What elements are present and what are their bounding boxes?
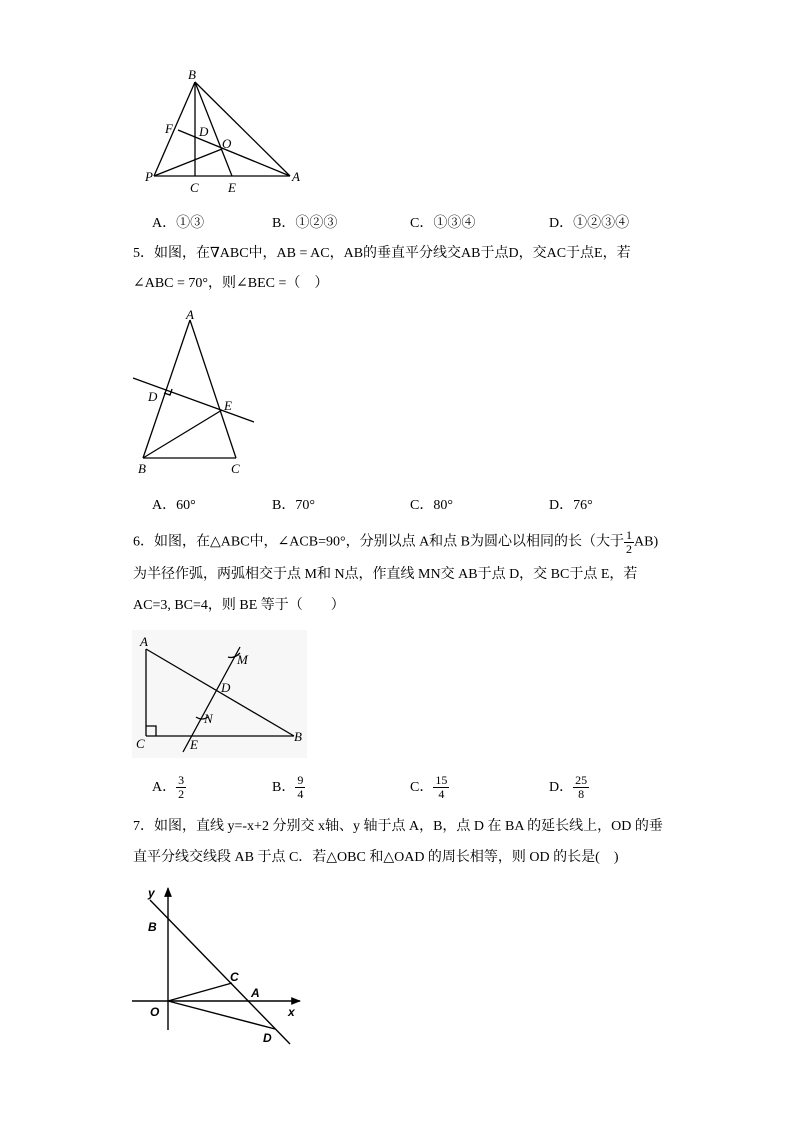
q5-label-D: D [148,389,158,404]
q4-option-a-letter: A． [152,216,177,231]
q7-line-OC [168,983,232,1001]
q6-stem-fraction-den: 2 [626,542,633,556]
q7-label-y: y [148,886,155,900]
q5-label-B: B [138,461,146,476]
q5-line-AC [190,320,236,458]
q4-label-F: F [165,121,173,136]
q7-label-C: C [230,970,239,984]
q4-option-d-text: ①②③④ [573,216,630,231]
q6-label-D: D [221,680,231,695]
q5-figure [128,306,263,478]
q4-option-d[interactable] [549,212,629,232]
q6-option-c-fraction [433,774,449,801]
q5-option-c-text: 80° [433,498,453,513]
q6-option-a-fraction [176,774,186,801]
q6-label-M: M [237,652,248,667]
q5-option-a[interactable] [152,494,196,514]
q7-label-O: O [150,1005,160,1019]
q6-option-c-den: 4 [438,787,445,802]
q5-option-d[interactable] [549,494,593,514]
q6-stem-fraction [624,529,634,556]
q6-option-d-num: 25 [575,773,588,788]
q5-label-A: A [186,307,194,322]
q6-option-a-den: 2 [178,787,185,802]
q6-option-a[interactable] [152,772,186,804]
q6-option-d-letter: D． [549,780,574,795]
q7-line-BD [150,900,290,1044]
q6-stem-line1-post: AB) [634,534,659,550]
q5-option-c-letter: C． [410,498,434,513]
q5-line-BE [143,410,222,458]
q7-stem-line2: 直平分线交线段 AB 于点 C．若△OBC 和△OAD 的周长相等，则 OD 的长是( ) [133,850,619,865]
q5-option-a-letter: A． [152,498,177,513]
q5-option-b[interactable] [272,494,315,514]
q4-option-c[interactable] [410,212,475,232]
q6-stem-line1-pre: 6．如图，在△ABC中，∠ACB=90°，分别以点 A和点 B为圆心以相同的长（大于 [133,534,625,550]
q7-label-A: A [251,986,260,1000]
q4-label-B: B [188,67,196,82]
q6-figure [132,630,307,758]
q5-option-c[interactable] [410,494,453,514]
q5-stem-line1: 5．如图，在∇ABC中，AB = AC，AB的垂直平分线交AB于点D，交AC于点E，若 [133,246,631,261]
q4-option-b[interactable] [272,212,337,232]
q4-option-b-text: ①②③ [295,216,338,231]
q6-option-a-num: 3 [178,773,185,788]
q5-option-b-letter: B． [272,498,296,513]
q6-figure-background [132,630,307,758]
q6-option-d-den: 8 [578,787,585,802]
q5-option-d-letter: D． [549,498,574,513]
q6-option-b-num: 9 [297,773,304,788]
q5-label-C: C [231,461,240,476]
q6-stem-line1 [133,528,659,556]
q6-label-N: N [204,711,213,726]
q4-option-c-letter: C． [410,216,434,231]
q4-label-E: E [228,180,236,195]
q6-label-A: A [140,634,148,649]
q7-stem-line1: 7．如图，直线 y=-x+2 分别交 x轴、y 轴于点 A，B，点 D 在 BA 的延长线上，OD 的垂 [133,819,663,834]
q6-stem-line3: AC=3, BC=4，则 BE 等于（ ） [133,598,345,613]
q4-option-a[interactable] [152,212,204,232]
q4-label-P: P [145,169,153,184]
q7-figure [128,880,308,1052]
q4-label-C: C [190,180,199,195]
q4-label-A: A [292,169,300,184]
q6-option-b-letter: B． [272,780,296,795]
q6-stem-fraction-num: 1 [626,528,633,542]
q6-option-d[interactable] [549,772,589,804]
q4-label-O: O [222,136,232,151]
q4-line-BA [195,82,290,176]
q4-figure [140,66,310,196]
q6-option-b-fraction [295,774,305,801]
q5-option-d-text: 76° [573,498,593,513]
q7-label-x: x [288,1005,295,1019]
q7-label-B: B [148,920,157,934]
q6-label-C: C [136,736,145,751]
q4-option-c-text: ①③④ [433,216,476,231]
q6-option-c-num: 15 [435,773,448,788]
q5-stem-line2: ∠ABC = 70°，则∠BEC =（ ） [133,276,329,291]
q7-label-D: D [263,1031,272,1045]
q4-option-a-text: ①③ [176,216,205,231]
q6-option-b[interactable] [272,772,305,804]
q5-label-E: E [224,398,232,413]
q6-option-d-fraction [573,774,589,801]
q6-label-B: B [294,729,302,744]
q6-option-a-letter: A． [152,780,177,795]
q4-label-D: D [199,124,209,139]
q6-option-c-letter: C． [410,780,434,795]
q6-option-b-den: 4 [297,787,304,802]
q5-option-b-text: 70° [295,498,315,513]
q6-stem-line2: 为半径作弧，两弧相交于点 M和 N点，作直线 MN交 AB于点 D，交 BC于点 E，若 [133,567,638,582]
q6-label-E: E [190,737,198,752]
q4-option-b-letter: B． [272,216,296,231]
q7-line-OD [168,1001,275,1029]
q5-option-a-text: 60° [176,498,196,513]
q4-option-d-letter: D． [549,216,574,231]
q6-option-c[interactable] [410,772,449,804]
